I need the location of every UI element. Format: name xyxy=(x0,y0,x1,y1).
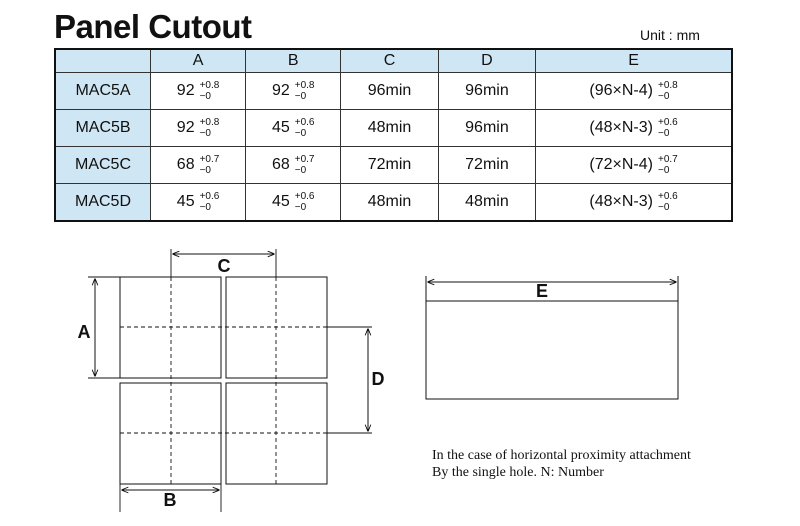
tol-upper: +0.6 xyxy=(294,117,315,128)
tol-lower: −0 xyxy=(199,202,211,213)
proximity-note xyxy=(432,447,691,481)
header-d: D xyxy=(438,49,535,73)
tol-upper: +0.8 xyxy=(199,117,220,128)
label-a: A xyxy=(77,322,91,342)
b-value: 92 xyxy=(271,82,290,99)
tol-upper: +0.6 xyxy=(294,191,315,202)
cutout-square xyxy=(226,277,327,378)
tol-lower: −0 xyxy=(294,128,307,139)
extension-lines xyxy=(88,249,372,512)
cutout-square xyxy=(120,277,221,378)
label-d: D xyxy=(371,369,385,389)
e-value: (72×N-4) xyxy=(589,156,653,173)
b-value: 45 xyxy=(271,119,290,136)
e-value: (48×N-3) xyxy=(589,119,653,136)
a-value: 45 xyxy=(176,193,195,210)
c-cell: 48min xyxy=(341,110,438,147)
e-value: (48×N-3) xyxy=(589,193,653,210)
header-c: C xyxy=(341,49,438,73)
tol-lower: −0 xyxy=(199,91,211,102)
tol-lower: −0 xyxy=(294,91,307,102)
note-line-1: In the case of horizontal proximity attachment xyxy=(432,448,691,463)
tol-upper: +0.8 xyxy=(657,80,678,91)
model-cell: MAC5C xyxy=(55,147,151,184)
d-cell: 96min xyxy=(438,110,535,147)
header-a: A xyxy=(151,49,246,73)
tol-lower: −0 xyxy=(199,128,211,139)
note-line-2: By the single hole. N: Number xyxy=(432,465,604,480)
tol-lower: −0 xyxy=(657,202,670,213)
tol-upper: +0.6 xyxy=(199,191,220,202)
b-value: 45 xyxy=(271,193,290,210)
model-cell: MAC5A xyxy=(55,73,151,110)
tol-upper: +0.7 xyxy=(657,154,678,165)
tol-upper: +0.6 xyxy=(657,191,678,202)
cutout-square xyxy=(226,383,327,484)
label-b: B xyxy=(163,490,177,510)
c-cell: 96min xyxy=(341,73,438,110)
d-cell: 48min xyxy=(438,184,535,222)
a-value: 92 xyxy=(176,119,195,136)
tol-upper: +0.7 xyxy=(294,154,315,165)
label-c: C xyxy=(217,256,231,276)
proximity-rect xyxy=(426,301,678,399)
d-cell: 96min xyxy=(438,73,535,110)
tol-lower: −0 xyxy=(657,91,670,102)
d-cell: 72min xyxy=(438,147,535,184)
proximity-cutout xyxy=(426,276,678,399)
tol-upper: +0.8 xyxy=(199,80,220,91)
label-e: E xyxy=(535,281,549,301)
tol-upper: +0.6 xyxy=(657,117,678,128)
tol-lower: −0 xyxy=(657,165,670,176)
cutout-square xyxy=(120,383,221,484)
page-title: Panel Cutout xyxy=(54,8,252,45)
e-value: (96×N-4) xyxy=(589,82,653,99)
center-lines xyxy=(120,277,327,484)
header-e: E xyxy=(536,49,732,73)
a-value: 68 xyxy=(176,156,195,173)
a-value: 92 xyxy=(176,82,195,99)
header-b: B xyxy=(246,49,341,73)
tol-lower: −0 xyxy=(657,128,670,139)
cutout-grid xyxy=(120,277,327,484)
c-cell: 48min xyxy=(341,184,438,222)
c-cell: 72min xyxy=(341,147,438,184)
tol-upper: +0.8 xyxy=(294,80,315,91)
model-cell: MAC5B xyxy=(55,110,151,147)
tol-lower: −0 xyxy=(294,165,307,176)
model-cell: MAC5D xyxy=(55,184,151,222)
tol-lower: −0 xyxy=(199,165,211,176)
b-value: 68 xyxy=(271,156,290,173)
tol-upper: +0.7 xyxy=(199,154,220,165)
unit-label: Unit : mm xyxy=(640,27,700,43)
tol-lower: −0 xyxy=(294,202,307,213)
